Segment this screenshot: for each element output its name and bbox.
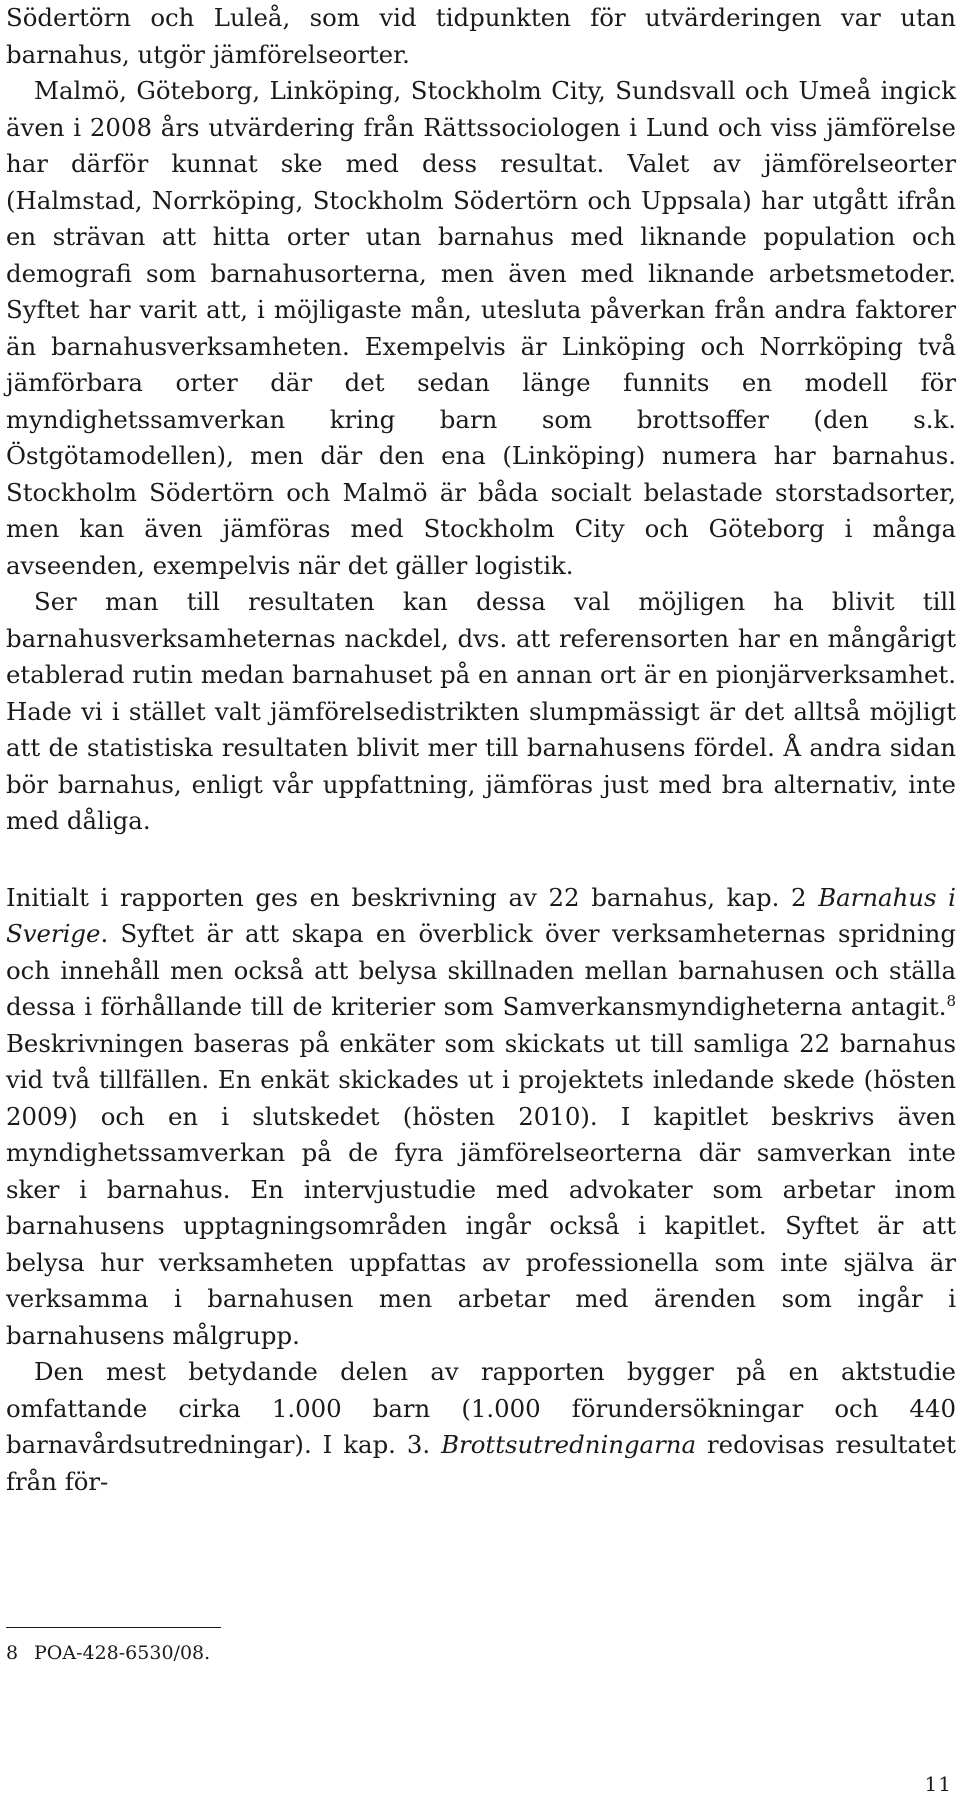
- chapter-title-brottsutredningarna: Brottsutredningarna: [441, 1430, 697, 1459]
- paragraph-5-text-a: Den mest betydande delen av rapporten bygger på en aktstudie omfattande cirka 1.000 barn (1.000 förundersökningar och 440 barnavårdsutredningar). I kap. 3.: [6, 1357, 956, 1459]
- section-gap: [6, 840, 956, 880]
- paragraph-4: [6, 880, 956, 1355]
- footnote: [6, 1641, 210, 1665]
- page-number: 11: [924, 1772, 952, 1796]
- paragraph-4-text-b: . Syftet är att skapa en överblick över verksamheternas spridning och innehåll men också att belysa skillnaden mellan barnahusen och ställa dessa i förhållande till de kriterier som Samverkansmyndigheterna antagit.: [6, 919, 956, 1021]
- footnote-divider: [6, 1627, 221, 1628]
- paragraph-5-text-b: redovisas resultatet från för-: [6, 1430, 956, 1496]
- footnote-reference: 8: [946, 991, 956, 1010]
- paragraph-2: Malmö, Göteborg, Linköping, Stockholm City, Sundsvall och Umeå ingick även i 2008 års utvärdering från Rättssociologen i Lund och viss jämförelse har därför kunnat ske med dess resultat. Valet av jämförelseorter (Halmstad, Norrköping, Stockholm Södertörn och Uppsala) har utgått ifrån en strävan att hitta orter utan barnahus med liknande population och demografi som barnahusorterna, men även med liknande arbetsmetoder. Syftet har varit att, i möjligaste mån, utesluta påverkan från andra faktorer än barnahusverksamheten. Exempelvis är Linköping och Norrköping två jämförbara orter där det sedan länge funnits en modell för myndighetssamverkan kring barn som brottsoffer (den s.k. Östgötamodellen), men där den ena (Linköping) numera har barnahus. Stockholm Södertörn och Malmö är båda socialt belastade storstadsorter, men kan även jämföras med Stockholm City och Göteborg i många avseenden, exempelvis när det gäller logistik.: [6, 76, 956, 580]
- paragraph-3: Ser man till resultaten kan dessa val möjligen ha blivit till barnahusverksamheternas nackdel, dvs. att referensorten har en mångårigt etablerad rutin medan barnahuset på en annan ort är en pionjärverksamhet. Hade vi i stället valt jämförelsedistrikten slumpmässigt är det alltså möjligt att de statistiska resultaten blivit mer till barnahusens fördel. Å andra sidan bör barnahus, enligt vår uppfattning, jämföras just med bra alternativ, inte med dåliga.: [6, 587, 956, 835]
- chapter-title-barnahus: Barnahus i Sverige: [6, 882, 956, 948]
- footnote-number: 8: [6, 1642, 19, 1664]
- page-body: [6, 0, 956, 1500]
- paragraph-4-text-a: Initialt i rapporten ges en beskrivning av 22 barnahus, kap. 2: [6, 882, 819, 912]
- paragraph-5: [6, 1354, 956, 1500]
- footnote-text: POA-428-6530/08.: [34, 1642, 211, 1664]
- paragraph-1: Södertörn och Luleå, som vid tidpunkten för utvärderingen var utan barnahus, utgör jämförelseorter.: [6, 3, 956, 69]
- paragraph-4-text-c: Beskrivningen baseras på enkäter som skickats ut till samliga 22 barnahus vid två tillfällen. En enkät skickades ut i projektets inledande skede (hösten 2009) och en i slutskedet (hösten 2010). I kapitlet beskrivs även myndighetssamverkan på de fyra jämförelseorterna där samverkan inte sker i barnahus. En intervjustudie med advokater som arbetar inom barnahusens upptagningsområden ingår också i kapitlet. Syftet är att belysa hur verksamheten uppfattas av professionella som inte själva är verksamma i barnahusen men arbetar med ärenden som ingår i barnahusens målgrupp.: [6, 1028, 956, 1350]
